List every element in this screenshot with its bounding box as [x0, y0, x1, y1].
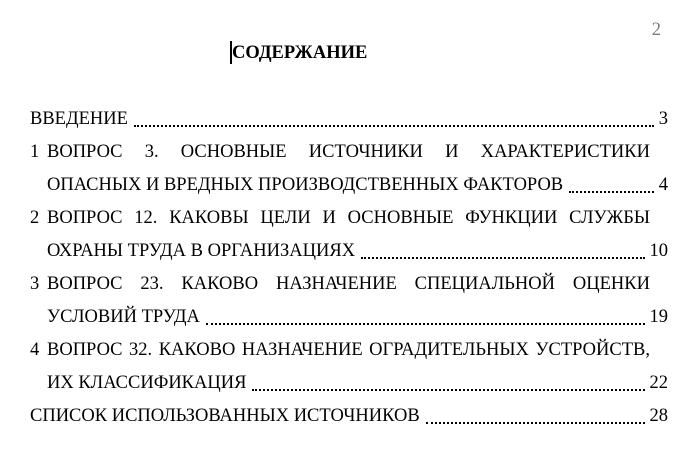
page-number: 2: [651, 20, 661, 40]
toc-entry-text: ОХРАНЫ ТРУДА В ОРГАНИЗАЦИЯХ: [47, 241, 356, 261]
toc-entry-sources[interactable]: [30, 400, 668, 433]
dot-leader: [361, 235, 644, 259]
toc-page-ref: 22: [649, 373, 668, 393]
toc-entry-number: 1: [30, 142, 40, 162]
toc-entry-question-23-line-1[interactable]: [30, 268, 650, 301]
toc-entry-text: ВОПРОС 3. ОСНОВНЫЕ ИСТОЧНИКИ И ХАРАКТЕРИСТИКИ: [47, 142, 650, 162]
toc-entry-question-3-line-2[interactable]: [30, 169, 668, 202]
toc-page-ref: 3: [658, 109, 668, 129]
toc-entry-question-32-line-2[interactable]: [30, 367, 668, 400]
toc-page-ref: 28: [649, 406, 668, 426]
dot-leader: [252, 367, 644, 391]
title-line: [30, 37, 668, 70]
toc-entry-question-12-line-1[interactable]: [30, 202, 650, 235]
dot-leader: [426, 400, 645, 424]
toc-entry-text: ИХ КЛАССИФИКАЦИЯ: [47, 373, 247, 393]
toc-entry-number: 4: [30, 340, 40, 360]
dot-leader: [134, 103, 654, 127]
dot-leader: [569, 169, 654, 193]
toc-entry-text: СПИСОК ИСПОЛЬЗОВАННЫХ ИСТОЧНИКОВ: [30, 406, 420, 426]
toc-entry-question-12-line-2[interactable]: [30, 235, 668, 268]
toc-entry-question-32-line-1[interactable]: [30, 334, 650, 367]
dot-leader: [206, 301, 645, 325]
toc-entry-question-23-line-2[interactable]: [30, 301, 668, 334]
toc-entry-text: ВВЕДЕНИЕ: [30, 109, 128, 129]
toc-entry-text: ВОПРОС 23. КАКОВО НАЗНАЧЕНИЕ СПЕЦИАЛЬНОЙ ОЦЕНКИ: [47, 274, 650, 294]
toc-page-ref: 19: [649, 307, 668, 327]
toc-entry-number: 3: [30, 274, 40, 294]
document-title[interactable]: СОДЕРЖАНИЕ: [232, 43, 368, 63]
toc-entry-question-3-line-1[interactable]: [30, 136, 650, 169]
toc-entry-introduction[interactable]: [30, 103, 668, 136]
toc-page-ref: 10: [649, 241, 668, 261]
table-of-contents: [30, 103, 668, 433]
toc-entry-text: ВОПРОС 12. КАКОВЫ ЦЕЛИ И ОСНОВНЫЕ ФУНКЦИИ СЛУЖБЫ: [47, 208, 650, 228]
toc-entry-text: ВОПРОС 32. КАКОВО НАЗНАЧЕНИЕ ОГРАДИТЕЛЬНЫХ УСТРОЙСТВ,: [47, 340, 650, 360]
toc-entry-text: ОПАСНЫХ И ВРЕДНЫХ ПРОИЗВОДСТВЕННЫХ ФАКТОРОВ: [47, 175, 564, 195]
text-cursor: [230, 41, 232, 64]
toc-entry-number: 2: [30, 208, 40, 228]
document-content: [30, 37, 668, 433]
toc-entry-text: УСЛОВИЙ ТРУДА: [47, 307, 200, 327]
toc-page-ref: 4: [658, 175, 668, 195]
